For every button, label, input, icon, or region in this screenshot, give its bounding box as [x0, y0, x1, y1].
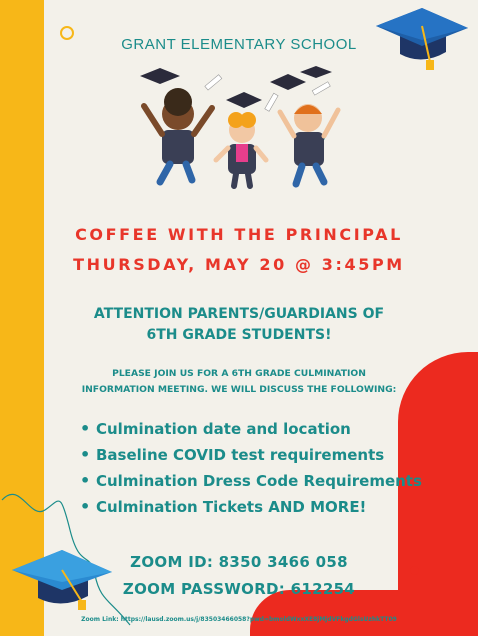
- attention-heading: [0, 304, 478, 346]
- list-item: • Baseline COVID test requirements: [80, 442, 422, 468]
- school-name: GRANT ELEMENTARY SCHOOL: [121, 36, 357, 53]
- intro-text: [0, 366, 478, 398]
- zoom-link[interactable]: Zoom Link: https://lausd.zoom.us/j/83503466058?pwd=bmoldWxxXE8jMjdVFkgdGlsUzhkTT09: [81, 616, 397, 623]
- intro-line-1: PLEASE JOIN US FOR A 6TH GRADE CULMINATION: [112, 368, 366, 379]
- bullet-icon: •: [80, 497, 91, 516]
- event-datetime: THURSDAY, MAY 20 @ 3:45PM: [73, 255, 405, 274]
- topics-list: [80, 416, 422, 520]
- bullet-icon: •: [80, 445, 91, 464]
- intro-line-2: INFORMATION MEETING. WE WILL DISCUSS THE FOLLOWING:: [81, 384, 397, 395]
- graduating-kids-illustration: [130, 64, 350, 190]
- attention-line-1: ATTENTION PARENTS/GUARDIANS OF: [93, 306, 385, 322]
- list-item: • Culmination date and location: [80, 416, 422, 442]
- event-title: COFFEE WITH THE PRINCIPAL: [75, 225, 403, 244]
- bullet-icon: •: [80, 471, 91, 490]
- attention-line-2: 6TH GRADE STUDENTS!: [146, 327, 332, 343]
- bullet-icon: •: [80, 419, 91, 438]
- zoom-id: ZOOM ID: 8350 3466 058: [130, 553, 348, 571]
- zoom-password: ZOOM PASSWORD: 612254: [122, 580, 356, 598]
- list-item: • Culmination Tickets AND MORE!: [80, 494, 422, 520]
- list-item: • Culmination Dress Code Requirements: [80, 468, 422, 494]
